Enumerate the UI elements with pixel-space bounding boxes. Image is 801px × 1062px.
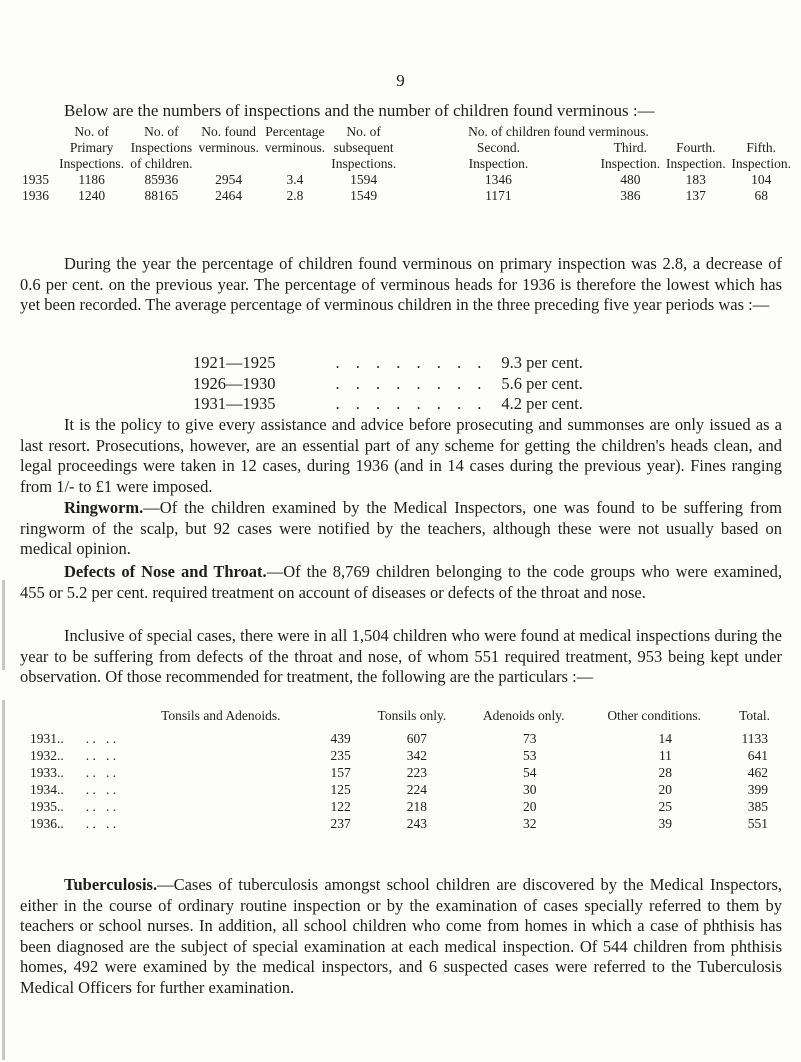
cell: 30 <box>522 782 537 797</box>
average-row <box>193 394 583 415</box>
cell: 104 <box>751 172 772 187</box>
cell: 462 <box>747 765 768 780</box>
verminous-paragraph: During the year the percentage of children found verminous on primary inspection was 2.8, a decrease of 0.6 per cent. on the previous year. The percentage of verminous heads for 1936 is therefore the lowest which has yet been recorded. The average percentage of verminous children in the three preceding five year periods was :— <box>20 254 782 314</box>
scan-margin-mark <box>2 700 5 1060</box>
cell: 125 <box>330 782 351 797</box>
col-header: Fifth. Inspection. <box>731 140 792 171</box>
percent-value: 4.2 per cent. <box>501 394 583 413</box>
cell: 551 <box>747 816 768 831</box>
tuberculosis-paragraph <box>20 875 782 998</box>
period-label: 1921—1925 <box>193 353 276 372</box>
col-header: Tonsils only. <box>377 708 447 723</box>
cell: 25 <box>658 799 672 814</box>
averages-table <box>193 353 583 415</box>
average-row <box>193 374 583 395</box>
cell: 480 <box>620 172 641 187</box>
cell: 607 <box>406 731 427 746</box>
table-row <box>30 815 770 832</box>
col-header: No. of children found verminous. Second. Inspection. <box>468 124 649 171</box>
cell: 2464 <box>215 188 243 203</box>
cell: 641 <box>747 748 768 763</box>
col-header <box>30 707 116 730</box>
col-header: Percentage verminous. <box>264 124 326 155</box>
cell: 2.8 <box>286 188 304 203</box>
cell: 235 <box>330 748 351 763</box>
cell: 1594 <box>350 172 378 187</box>
table-row <box>22 172 794 188</box>
cell: 386 <box>620 188 641 203</box>
col-header: No. of subsequent Inspections. <box>331 124 397 171</box>
cell: 122 <box>330 799 351 814</box>
table-row <box>30 781 770 798</box>
inspections-table <box>22 124 794 204</box>
cell: 3.4 <box>286 172 304 187</box>
cell-year: 1936 <box>22 188 49 203</box>
nose-throat-heading: Defects of Nose and Throat. <box>64 562 267 581</box>
ringworm-heading: Ringworm. <box>64 498 144 517</box>
col-header: Total. <box>739 708 770 723</box>
cell: 157 <box>330 765 351 780</box>
percent-value: 5.6 per cent. <box>501 373 583 393</box>
ringworm-paragraph <box>20 498 782 560</box>
period-label: 1926—1930 <box>193 373 276 393</box>
col-header: No. of Primary Inspections. <box>59 124 125 171</box>
cell-year: 1931.. . . . . <box>30 731 117 746</box>
cell: 28 <box>658 765 672 780</box>
cell-year: 1932.. . . . . <box>30 748 117 763</box>
table-row <box>22 188 794 204</box>
ringworm-text: —Of the children examined by the Medical Inspectors, one was found to be suffering from ringworm of the scalp, but 92 cases were notified by the teachers, although these were not usually based on medical opinion. <box>20 498 782 558</box>
cell-year: 1935.. . . . . <box>30 799 117 814</box>
cell-year: 1935 <box>22 172 49 187</box>
cell: 73 <box>522 731 537 746</box>
cell: 1240 <box>78 188 106 203</box>
cell: 39 <box>658 816 672 831</box>
nose-throat-paragraph <box>20 562 782 603</box>
cell: 183 <box>685 172 706 187</box>
cell: 20 <box>522 799 537 814</box>
cell-year: 1934.. . . . . <box>30 782 117 797</box>
prosecution-paragraph: It is the policy to give every assistance and advice before prosecuting and summonses are only issued as a last resort. Prosecutions, however, are an essential part of any scheme for getting the children's heads clean, and legal proceedings were taken in 12 cases, during 1936 (and in 14 cases during the previous year). Fines ranging from 1/- to £1 were imposed. <box>20 415 782 496</box>
average-row <box>193 353 583 374</box>
cell: 399 <box>747 782 768 797</box>
cell: 1549 <box>350 188 378 203</box>
cell: 439 <box>330 731 351 746</box>
cell-year: 1936.. . . . . <box>30 816 117 831</box>
leader-dots: . . . . . . . . <box>335 353 488 372</box>
cell: 1346 <box>484 172 512 187</box>
cell: 385 <box>747 799 768 814</box>
col-header <box>22 124 56 172</box>
throat-nose-table <box>30 707 770 832</box>
col-header: Other conditions. <box>607 708 702 723</box>
col-header: No. of Inspections of children. <box>130 124 193 171</box>
col-header: No. found verminous. <box>198 124 259 155</box>
leader-dots: . . . . . . . . <box>335 394 488 413</box>
cell: 1133 <box>741 731 768 746</box>
inclusive-paragraph: Inclusive of special cases, there were in all 1,504 children who were found at medical inspections during the year to be suffering from defects of the throat and nose, of whom 551 required treatment, 953 being kept under observation. Of those recommended for treatment, the following are the particulars :— <box>20 626 782 686</box>
cell: 342 <box>406 748 427 763</box>
page-number: 9 <box>396 71 405 90</box>
table-row <box>30 747 770 764</box>
table-row <box>30 798 770 815</box>
table-row <box>30 764 770 781</box>
cell: 32 <box>522 816 537 831</box>
cell: 68 <box>754 188 768 203</box>
cell: 223 <box>406 765 427 780</box>
intro-text: Below are the numbers of inspections and the number of children found verminous :— <box>64 101 655 120</box>
cell: 11 <box>658 748 672 763</box>
percent-value: 9.3 per cent. <box>501 353 583 372</box>
tuberculosis-text: —Cases of tuberculosis amongst school children are discovered by the Medical Inspectors, either in the course of ordinary routine inspection or by the examination of cases specially referred to them by teachers or school nurses. In addition, all school children who come from homes in which a case of phthisis has been diagnosed are the subject of special examination at each medical inspection. Of 544 children from phthisis homes, 492 were examined by the medical inspectors, and 6 suspected cases were referred to the Tuberculosis Medical Officers for further examination. <box>20 875 782 997</box>
cell-year: 1933.. . . . . <box>30 765 117 780</box>
cell: 218 <box>406 799 427 814</box>
scan-margin-mark <box>2 580 5 670</box>
leader-dots: . . . . . . . . <box>335 373 488 393</box>
tuberculosis-heading: Tuberculosis. <box>64 875 158 894</box>
cell: 137 <box>685 188 706 203</box>
cell: 2954 <box>215 172 243 187</box>
table-header-row <box>22 124 794 172</box>
cell: 224 <box>406 782 427 797</box>
cell: 20 <box>658 782 672 797</box>
cell: 54 <box>522 765 537 780</box>
cell: 237 <box>330 816 351 831</box>
cell: 53 <box>522 748 537 763</box>
cell: 88165 <box>144 188 179 203</box>
table-row <box>30 730 770 747</box>
cell: 243 <box>406 816 427 831</box>
cell: 85936 <box>144 172 179 187</box>
cell: 14 <box>658 731 672 746</box>
nose-throat-text: —Of the 8,769 children belonging to the code groups who were examined, 455 or 5.2 per cent. required treatment on account of diseases or defects of the throat and nose. <box>20 562 782 602</box>
cell: 1186 <box>78 172 105 187</box>
cell: 1171 <box>485 188 512 203</box>
table-header-row <box>30 707 770 730</box>
col-header: Tonsils and Adenoids. <box>161 708 281 723</box>
col-header: Fourth. Inspection. <box>665 140 726 171</box>
col-header: Third. Inspection. <box>600 140 661 171</box>
col-header: Adenoids only. <box>482 708 565 723</box>
period-label: 1931—1935 <box>193 394 276 413</box>
